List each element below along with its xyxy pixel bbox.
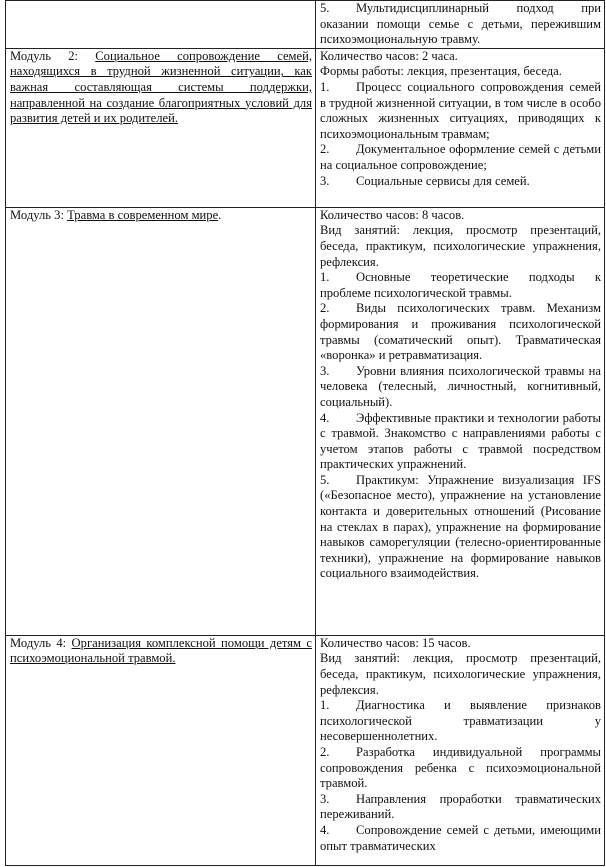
content-cell [316, 48, 605, 207]
format-text: Формы работы: лекция, презентация, беседа. [320, 64, 562, 79]
table-row [6, 1, 605, 49]
module-cell-empty [6, 1, 316, 49]
list-item: 3. Социальные сервисы для семей. [320, 173, 530, 188]
list-item: 2. Виды психологических травм. Механизм формирования и проживания психологической травмы (соматический опыт). Травматическая «воронка» и ретравматизация. [320, 301, 601, 363]
list-item: 4. Эффективные практики и технологии работы с травмой. Знакомство с направлениями работы с учетом этапов работы с травмой посредством практических упражнений. [320, 410, 601, 472]
list-item: 2. Разработка индивидуальной программы сопровождения ребенка с психоэмоциональной травмой. [320, 744, 601, 791]
format-text: Вид занятий: лекция, просмотр презентаций, беседа, практикум, психологические упражнения, рефлексия. [320, 651, 601, 697]
list-item: 1. Диагностика и выявление признаков психологической травматизации у несовершеннолетних. [320, 698, 601, 744]
module-cell [6, 48, 316, 207]
hours-text: Количество часов: 15 часов. [320, 635, 471, 650]
list-item: 3. Направления проработки травматических переживаний. [320, 791, 601, 822]
document-page [5, 0, 601, 866]
hours-text: Количество часов: 2 часа. [320, 48, 458, 63]
modules-table [5, 0, 605, 866]
list-item: 5. Мультидисциплинарный подход при оказании помощи семье с детьми, пережившим психоэмоциональную травму. [320, 1, 601, 47]
content-cell [316, 635, 605, 865]
module-label: Модуль 2: [10, 48, 96, 63]
module-title: Социальное сопровождение семей, находящихся в трудной жизненной ситуации, как важная составляющая системы поддержки, направленной на создание благоприятных условий для развития детей и их родителей. [10, 48, 312, 126]
module-title: Организация комплексной помощи детям с психоэмоциональной травмой. [10, 635, 312, 666]
list-item: 1. Основные теоретические подходы к проблеме психологической травмы. [320, 270, 601, 300]
module-cell: Модуль 3: Травма в современном мире. [6, 207, 316, 635]
list-item: 3. Уровни влияния психологической травмы на человека (телесный, личностный, когнитивный, социальный). [320, 363, 601, 409]
content-cell [316, 1, 605, 49]
content-cell [316, 207, 605, 635]
table-row [6, 635, 605, 865]
table-row [6, 48, 605, 207]
list-item: 4. Сопровождение семей с детьми, имеющими опыт травматических [320, 822, 601, 853]
module-cell [6, 635, 316, 865]
module-label: Модуль 3: [10, 207, 68, 222]
list-item: 2. Документальное оформление семей с детьми на социальное сопровождение; [320, 142, 601, 172]
module-label: Модуль 4: [10, 635, 72, 650]
format-text: Вид занятий: лекция, просмотр презентаций, беседа, практикум, психологические упражнения, рефлексия. [320, 223, 601, 269]
hours-text: Количество часов: 8 часов. [320, 207, 465, 222]
table-row [6, 207, 605, 635]
list-item: 5. Практикум: Упражнение визуализация IFS («Безопасное место), упражнение на установление контакта и доверительных отношений (Рисование на стеклах в парах), упражнение на формирование навыков саморегуляции (телесно-ориентированные техники), упражнение на формирование навыков социального взаимодействия. [320, 472, 601, 581]
list-item: 1. Процесс социального сопровождения семей в трудной жизненной ситуации, в том числе в особо сложных жизненных ситуациях, приводящих к психоэмоциональным травмам; [320, 79, 601, 141]
module-title: Травма в современном мире [67, 207, 219, 222]
